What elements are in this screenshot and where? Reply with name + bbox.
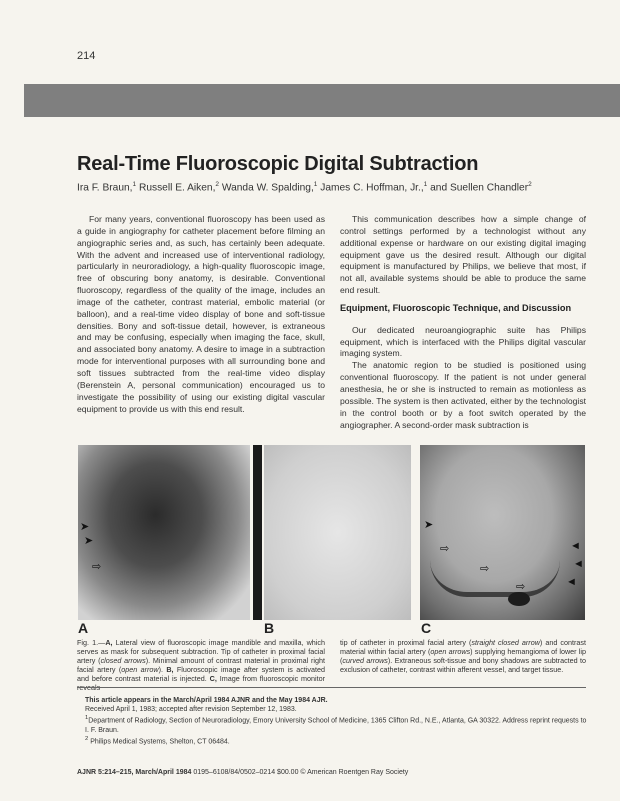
- closed-arrow-icon: ➤: [84, 535, 94, 547]
- body-column-left: [77, 214, 325, 415]
- body-column-right: [340, 214, 586, 431]
- section-heading: Equipment, Fluoroscopic Technique, and Discussion: [340, 302, 572, 313]
- affiliation-1: $^1$Department of Radiology, Section of Neuroradiology, Emory University School of Medicine, 1365 Clifton Rd., N.E., Atlanta, GA 30322. Address reprint requests to I. F. Braun.: [85, 715, 587, 734]
- open-arrow-icon: ⇨: [516, 581, 526, 593]
- author-1: Ira F. Braun,: [77, 182, 133, 194]
- author-5: and Suellen Chandler: [427, 182, 529, 194]
- body-paragraph: This communication describes how a simple change of control settings performed by a technologist without any additional expense or hardware on our existing digital imaging equipment gave us the desired result. Although our digital equipment is manufactured by Philips, we believe that most, if not all, available systems should be able to produce the same end result.: [340, 214, 586, 296]
- author-3: Wanda W. Spalding,: [219, 182, 314, 194]
- page-number: 214: [77, 50, 96, 62]
- figure-caption-right: tip of catheter in proximal facial artery (straight closed arrow) and contrast material within facial artery (open arrows) supplying hemangioma of lower lip (curved arrows). Extraneous soft-tissue and bony shadows are subtracted to exclusion of catheter, contrast within afferent vessel, and target tissue.: [340, 638, 586, 674]
- figure-caption-left: Fig. 1.—A, Lateral view of fluoroscopic image mandible and maxilla, which serves as mask for subsequent subtraction. Tip of catheter in proximal facial artery (closed arrows). Minimal amount of contrast material in proximal right facial artery (open arrow). B, Fluoroscopic image after system is activated and before contrast material is injected. C, Image from fluoroscopic monitor: [77, 638, 326, 683]
- open-arrow-icon: ⇨: [92, 561, 102, 573]
- author-4: James C. Hoffman, Jr.,: [317, 182, 424, 194]
- author-2: Russell E. Aiken,: [136, 182, 216, 194]
- figure-image-a: [78, 445, 250, 620]
- author-list: Ira F. Braun,$^1$ Russell E. Aiken,$^2$ Wanda W. Spalding,$^1$ James C. Hoffman, Jr.,$^1$ and Suellen Chandler$^2$: [77, 181, 532, 194]
- closed-arrow-icon: ➤: [80, 521, 90, 533]
- closed-arrow-icon: ➤: [424, 519, 434, 531]
- curved-arrow-icon: ◄: [573, 558, 584, 570]
- open-arrow-icon: ⇨: [480, 563, 490, 575]
- body-paragraph: The anatomic region to be studied is positioned using conventional fluoroscopy. If the patient is not under general anesthesia, he or she is instructed to remain as motionless as possible. The system is then activated, either by the technologist in the control booth or by a foot switch operated by the angiographer. A second-order mask subtraction is: [340, 360, 586, 430]
- curved-arrow-icon: ◄: [570, 540, 581, 552]
- figure-label-a: A: [78, 620, 89, 636]
- received-note: Received April 1, 1983; accepted after revision September 12, 1983.: [85, 706, 297, 714]
- affiliation-2: $^2$ Philips Medical Systems, Shelton, CT 06484.: [85, 736, 230, 746]
- hemangioma-shadow: [508, 592, 530, 606]
- open-arrow-icon: ⇨: [440, 543, 450, 555]
- figure-label-b: B: [264, 620, 275, 636]
- publication-note: This article appears in the March/April 1984 AJNR and the May 1984 AJR.: [85, 697, 328, 704]
- vessel-shadow: [430, 560, 560, 597]
- curved-arrow-icon: ◄: [566, 576, 577, 588]
- figure-label-c: C: [421, 620, 432, 636]
- header-bar: [24, 84, 620, 117]
- article-title: Real-Time Fluoroscopic Digital Subtraction: [77, 153, 479, 175]
- figure-image-b: [264, 445, 411, 620]
- journal-footer: AJNR 5:214–215, March/April 1984 0195–6108/84/0502–0214 $00.00 © American Roentgen Ray Society: [77, 769, 409, 776]
- body-paragraph: Our dedicated neuroangiographic suite has Philips equipment, which is interfaced with the Philips digital vascular imaging system.: [340, 324, 586, 359]
- figure-divider: [253, 445, 262, 620]
- body-paragraph: For many years, conventional fluoroscopy has been used as a guide in angiography for catheter placement before filming an angiographic series and, as such, has certainly been adequate. With the advent and increased use of interventional radiology, particularly in neuroradiology, a high-quality fluoroscopic image, free of obscuring bony anatomy, is desirable. Conventional fluoroscopy, regardless of the quality of the image, includes an image of the catheter, contrast material, embolic material (or balloon), and a real-time video display of bone and soft-tissue densities. Bony and soft-tissue detail, however, is extraneous and may be confusing, especially when imaging the face, skull, and associated bony anatomy. A desire to image in a subtraction mode for interventional purposes with all surrounding bone and soft tissues subtracted from the real-time video display (Berenstein A, personal communication) encouraged us to investigate the possibility of using our existing digital vascular equipment to provide us with this end result.: [77, 214, 325, 414]
- footnotes: [77, 696, 592, 747]
- footnote-divider: [77, 687, 586, 688]
